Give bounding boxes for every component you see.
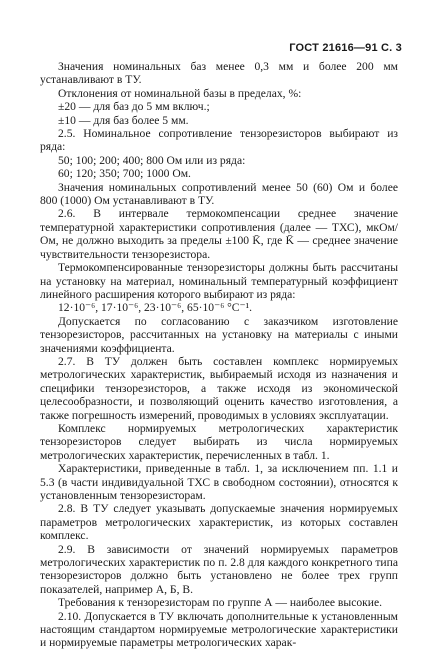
- paragraph: 50; 100; 200; 400; 800 Ом или из ряда:: [58, 153, 246, 167]
- paragraph: 12·10⁻⁶, 17·10⁻⁶, 23·10⁻⁶, 65·10⁻⁶ °С⁻¹.: [58, 301, 252, 315]
- paragraph: 2.5. Номинальное сопротивление тензорезисторов выбирают из ряда:: [40, 127, 398, 154]
- paragraph: Требования к тензорезисторам по группе А — наиболее высокие.: [58, 596, 383, 610]
- paragraph: Комплекс нормируемых метрологических характеристик тензорезисторов следует выбирать из числа нормируемых метрологических характеристик, перечисленных в табл. 1.: [40, 421, 398, 462]
- paragraph: 2.6. В интервале термокомпенсации среднее значение температурной характеристики сопротивления (далее — ТХС), мкОм/Ом, не должно выходить за пределы ±100 K̄, где K̄ — среднее значение чувствительности тензорезистора.: [40, 207, 398, 261]
- paragraph: 2.10. Допускается в ТУ включать дополнительные к установленным настоящим стандартом нормируемые метрологические характеристики и нормируемые параметры метрологических харак-: [40, 609, 398, 650]
- paragraph: Значения номинальных баз менее 0,3 мм и более 200 мм устанавливают в ТУ.: [40, 60, 398, 87]
- paragraph: 2.8. В ТУ следует указывать допускаемые значения нормируемых параметров метрологических характеристик, из которых составлен комплекс.: [40, 502, 398, 543]
- paragraph: Характеристики, приведенные в табл. 1, за исключением пп. 1.1 и 5.3 (в части индивидуальной ТХС в свободном состоянии), относятся к установленным тензорезисторам.: [40, 462, 398, 502]
- paragraph: Допускается по согласованию с заказчиком изготовление тензорезисторов, рассчитанных на установку на материалы с иными значениями коэффициента.: [40, 314, 398, 355]
- paragraph: 2.7. В ТУ должен быть составлен комплекс нормируемых метрологических характеристик, выбираемый исходя из назначения и специфики тензорезисторов, а также исходя из экономической целесообразности, и позволяющий оценить качество изготовления, а также погрешность измерений, проводимых в условиях эксплуатации.: [40, 354, 398, 422]
- document-body: [40, 60, 398, 650]
- paragraph: Значения номинальных сопротивлений менее 50 (60) Ом и более 800 (1000) Ом устанавливают в ТУ.: [40, 180, 398, 208]
- paragraph: 2.9. В зависимости от значений нормируемых параметров метрологических характеристик по п. 2.8 для каждого конкретного типа тензорезисторов должно быть установлено не более трех групп показателей, например А, Б, В.: [40, 542, 398, 596]
- paragraph: ±20 — для баз до 5 мм включ.;: [58, 100, 210, 114]
- paragraph: 60; 120; 350; 700; 1000 Ом.: [58, 167, 191, 181]
- paragraph: Термокомпенсированные тензорезисторы должны быть рассчитаны на установку на материал, номинальный температурный коэффициент линейного расширения которого выбирают из ряда:: [40, 261, 398, 301]
- page-header: ГОСТ 21616—91 С. 3: [289, 42, 402, 54]
- paragraph: Отклонения от номинальной базы в пределах, %:: [58, 86, 302, 100]
- paragraph: ±10 — для баз более 5 мм.: [58, 113, 189, 127]
